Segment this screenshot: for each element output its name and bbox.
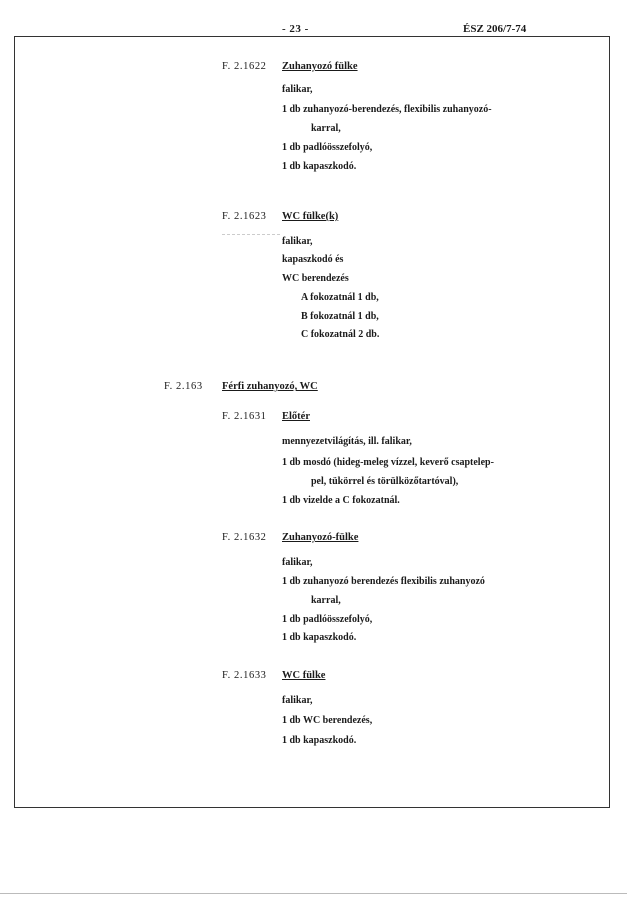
list-item: pel, tükörrel és törülközőtartóval), — [311, 476, 459, 487]
list-item: karral, — [311, 595, 341, 606]
list-item: A fokozatnál 1 db, — [301, 292, 379, 303]
list-item: 1 db mosdó (hideg-meleg vízzel, keverő csaptelep- — [282, 457, 494, 468]
section-title-2-163: Férfi zuhanyozó, WC — [222, 381, 318, 392]
list-item: 1 db vizelde a C fokozatnál. — [282, 495, 400, 506]
section-title-2-1633: WC fülke — [282, 670, 326, 681]
section-code-2-1631: F. 2.1631 — [222, 411, 267, 422]
list-item: karral, — [311, 123, 341, 134]
document-reference: ÉSZ 206/7-74 — [463, 23, 527, 35]
list-item: 1 db kapaszkodó. — [282, 735, 357, 746]
section-code-2-1623: F. 2.1623 — [222, 211, 267, 222]
section-code-2-1633: F. 2.1633 — [222, 670, 267, 681]
list-item: 1 db zuhanyozó berendezés flexibilis zuhanyozó — [282, 576, 485, 587]
list-item: 1 db kapaszkodó. — [282, 161, 357, 172]
list-item: 1 db WC berendezés, — [282, 715, 373, 726]
section-title-2-1622: Zuhanyozó fülke — [282, 61, 358, 72]
list-item: 1 db kapaszkodó. — [282, 632, 357, 643]
list-item: 1 db padlóösszefolyó, — [282, 614, 373, 625]
scan-mark — [222, 234, 280, 235]
list-item: falikar, — [282, 236, 313, 247]
list-item: falikar, — [282, 557, 313, 568]
list-item: 1 db padlóösszefolyó, — [282, 142, 373, 153]
list-item: mennyezetvilágítás, ill. falikar, — [282, 436, 412, 447]
list-item: falikar, — [282, 84, 313, 95]
section-title-2-1631: Előtér — [282, 411, 310, 422]
scan-edge-line — [0, 893, 627, 894]
list-item: kapaszkodó és — [282, 254, 344, 265]
page-number: - 23 - — [282, 23, 309, 35]
section-title-2-1632: Zuhanyozó-fülke — [282, 532, 359, 543]
section-code-2-1632: F. 2.1632 — [222, 532, 267, 543]
section-code-2-1622: F. 2.1622 — [222, 61, 267, 72]
list-item: B fokozatnál 1 db, — [301, 311, 379, 322]
section-title-2-1623: WC fülke(k) — [282, 211, 339, 222]
section-code-2-163: F. 2.163 — [164, 381, 203, 392]
list-item: 1 db zuhanyozó-berendezés, flexibilis zuhanyozó- — [282, 104, 492, 115]
list-item: WC berendezés — [282, 273, 349, 284]
list-item: C fokozatnál 2 db. — [301, 329, 380, 340]
list-item: falikar, — [282, 695, 313, 706]
